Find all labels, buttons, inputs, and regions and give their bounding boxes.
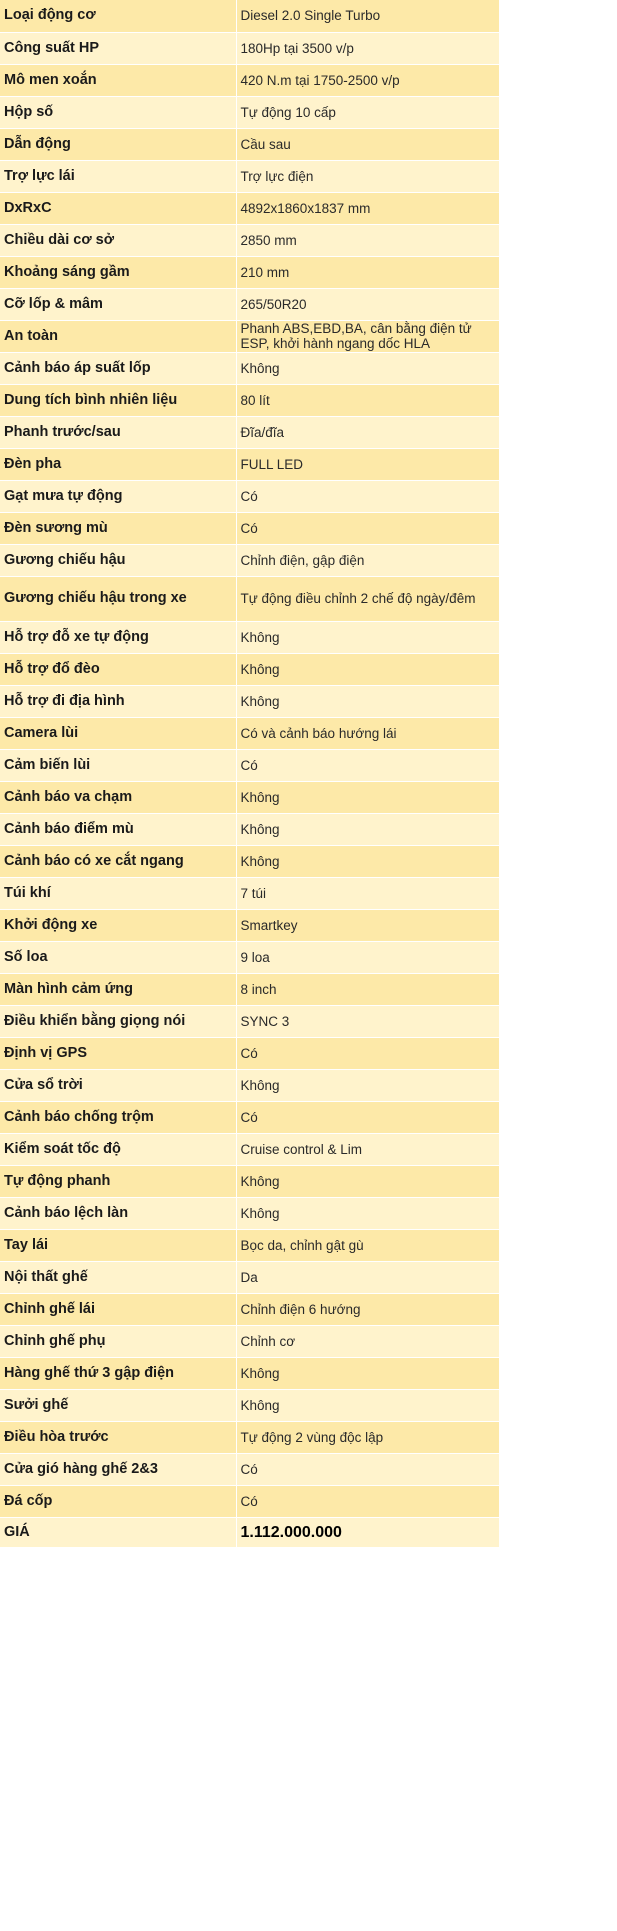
spec-value: Không	[236, 1165, 499, 1197]
spec-row	[0, 1133, 499, 1165]
spec-label: Màn hình cảm ứng	[0, 973, 236, 1005]
spec-label: Mô men xoắn	[0, 64, 236, 96]
spec-label: Dung tích bình nhiên liệu	[0, 384, 236, 416]
spec-value: Tự động 10 cấp	[236, 96, 499, 128]
spec-value: 8 inch	[236, 973, 499, 1005]
price-row	[0, 1517, 499, 1547]
spec-row	[0, 1037, 499, 1069]
spec-label: Chỉnh ghế lái	[0, 1293, 236, 1325]
spec-value: Bọc da, chỉnh gật gù	[236, 1229, 499, 1261]
spec-label: Túi khí	[0, 877, 236, 909]
spec-row	[0, 1101, 499, 1133]
spec-row	[0, 1005, 499, 1037]
spec-row	[0, 1357, 499, 1389]
spec-row	[0, 544, 499, 576]
spec-value: 80 lít	[236, 384, 499, 416]
spec-label: Phanh trước/sau	[0, 416, 236, 448]
spec-label: Chỉnh ghế phụ	[0, 1325, 236, 1357]
spec-row	[0, 941, 499, 973]
spec-label: Tự động phanh	[0, 1165, 236, 1197]
spec-row	[0, 0, 499, 32]
spec-label: Cảnh báo lệch làn	[0, 1197, 236, 1229]
spec-value: Không	[236, 621, 499, 653]
spec-label: Hộp số	[0, 96, 236, 128]
spec-value: Không	[236, 685, 499, 717]
spec-label: Trợ lực lái	[0, 160, 236, 192]
spec-value: Cầu sau	[236, 128, 499, 160]
spec-value: Có	[236, 1485, 499, 1517]
spec-label: Cảnh báo có xe cắt ngang	[0, 845, 236, 877]
spec-row	[0, 224, 499, 256]
spec-value: Da	[236, 1261, 499, 1293]
spec-label: Cửa gió hàng ghế 2&3	[0, 1453, 236, 1485]
spec-label: GIÁ	[0, 1517, 236, 1547]
spec-value: Không	[236, 813, 499, 845]
spec-row	[0, 480, 499, 512]
spec-label: Gương chiếu hậu	[0, 544, 236, 576]
spec-row	[0, 813, 499, 845]
spec-row	[0, 384, 499, 416]
spec-label: Chiều dài cơ sở	[0, 224, 236, 256]
spec-value: 210 mm	[236, 256, 499, 288]
spec-row	[0, 96, 499, 128]
spec-value: Có	[236, 480, 499, 512]
spec-label: Số loa	[0, 941, 236, 973]
spec-value: Có và cảnh báo hướng lái	[236, 717, 499, 749]
spec-value: Có	[236, 512, 499, 544]
spec-label: Cảm biến lùi	[0, 749, 236, 781]
spec-label: Sưởi ghế	[0, 1389, 236, 1421]
spec-value: 4892x1860x1837 mm	[236, 192, 499, 224]
spec-row	[0, 685, 499, 717]
spec-row	[0, 621, 499, 653]
spec-row	[0, 32, 499, 64]
spec-row	[0, 128, 499, 160]
spec-value: Không	[236, 845, 499, 877]
spec-label: Điều khiển bằng giọng nói	[0, 1005, 236, 1037]
spec-value: Tự động 2 vùng độc lập	[236, 1421, 499, 1453]
spec-value: Không	[236, 352, 499, 384]
spec-value: Không	[236, 781, 499, 813]
spec-label: Tay lái	[0, 1229, 236, 1261]
spec-row	[0, 352, 499, 384]
spec-row	[0, 1261, 499, 1293]
spec-value: Không	[236, 1197, 499, 1229]
spec-row	[0, 512, 499, 544]
spec-row	[0, 1165, 499, 1197]
spec-row	[0, 1229, 499, 1261]
spec-label: Hỗ trợ đi địa hình	[0, 685, 236, 717]
spec-value: Không	[236, 1357, 499, 1389]
spec-row	[0, 64, 499, 96]
spec-row	[0, 845, 499, 877]
spec-row	[0, 1069, 499, 1101]
spec-label: Loại động cơ	[0, 0, 236, 32]
spec-value: 2850 mm	[236, 224, 499, 256]
spec-row	[0, 288, 499, 320]
spec-value: Không	[236, 1069, 499, 1101]
spec-value: 265/50R20	[236, 288, 499, 320]
spec-value: Không	[236, 1389, 499, 1421]
spec-label: Nội thất ghế	[0, 1261, 236, 1293]
spec-value: 420 N.m tại 1750-2500 v/p	[236, 64, 499, 96]
spec-label: Gương chiếu hậu trong xe	[0, 576, 236, 621]
spec-value: Tự động điều chỉnh 2 chế độ ngày/đêm	[236, 576, 499, 621]
spec-value: SYNC 3	[236, 1005, 499, 1037]
spec-label: Đèn sương mù	[0, 512, 236, 544]
spec-value: 1.112.000.000	[236, 1517, 499, 1547]
spec-row	[0, 717, 499, 749]
spec-label: Điều hòa trước	[0, 1421, 236, 1453]
spec-value: Diesel 2.0 Single Turbo	[236, 0, 499, 32]
spec-row	[0, 749, 499, 781]
spec-value: Chỉnh điện 6 hướng	[236, 1293, 499, 1325]
spec-value: Chỉnh cơ	[236, 1325, 499, 1357]
spec-row	[0, 1421, 499, 1453]
spec-value: Smartkey	[236, 909, 499, 941]
spec-label: Hỗ trợ đổ đèo	[0, 653, 236, 685]
spec-row	[0, 1197, 499, 1229]
spec-label: Kiểm soát tốc độ	[0, 1133, 236, 1165]
spec-row	[0, 1453, 499, 1485]
spec-label: Khoảng sáng gầm	[0, 256, 236, 288]
spec-row	[0, 416, 499, 448]
spec-label: DxRxC	[0, 192, 236, 224]
spec-row	[0, 256, 499, 288]
spec-label: Cảnh báo va chạm	[0, 781, 236, 813]
spec-value: Chỉnh điện, gập điện	[236, 544, 499, 576]
spec-label: Đá cốp	[0, 1485, 236, 1517]
spec-row	[0, 576, 499, 621]
spec-label: An toàn	[0, 320, 236, 352]
spec-label: Cảnh báo điểm mù	[0, 813, 236, 845]
spec-row	[0, 1293, 499, 1325]
spec-label: Cửa sổ trời	[0, 1069, 236, 1101]
spec-label: Gạt mưa tự động	[0, 480, 236, 512]
spec-row	[0, 320, 499, 352]
spec-value: FULL LED	[236, 448, 499, 480]
spec-label: Camera lùi	[0, 717, 236, 749]
spec-row	[0, 448, 499, 480]
spec-value: Phanh ABS,EBD,BA, cân bằng điện tử ESP, khởi hành ngang dốc HLA	[236, 320, 499, 352]
spec-value: 7 túi	[236, 877, 499, 909]
spec-row	[0, 877, 499, 909]
spec-row	[0, 653, 499, 685]
spec-label: Dẫn động	[0, 128, 236, 160]
spec-label: Cảnh báo chống trộm	[0, 1101, 236, 1133]
spec-row	[0, 192, 499, 224]
spec-row	[0, 1485, 499, 1517]
spec-value: Không	[236, 653, 499, 685]
spec-value: Có	[236, 1037, 499, 1069]
spec-value: 9 loa	[236, 941, 499, 973]
spec-value: Có	[236, 749, 499, 781]
spec-label: Hàng ghế thứ 3 gập điện	[0, 1357, 236, 1389]
spec-value: Có	[236, 1101, 499, 1133]
spec-row	[0, 781, 499, 813]
spec-value: Trợ lực điện	[236, 160, 499, 192]
spec-row	[0, 160, 499, 192]
spec-value: Cruise control & Lim	[236, 1133, 499, 1165]
spec-label: Công suất HP	[0, 32, 236, 64]
spec-label: Hỗ trợ đỗ xe tự động	[0, 621, 236, 653]
spec-row	[0, 1389, 499, 1421]
spec-value: 180Hp tại 3500 v/p	[236, 32, 499, 64]
spec-label: Cỡ lốp & mâm	[0, 288, 236, 320]
spec-value: Có	[236, 1453, 499, 1485]
spec-label: Đèn pha	[0, 448, 236, 480]
spec-row	[0, 1325, 499, 1357]
spec-row	[0, 909, 499, 941]
spec-label: Định vị GPS	[0, 1037, 236, 1069]
spec-value: Đĩa/đĩa	[236, 416, 499, 448]
spec-row	[0, 973, 499, 1005]
spec-label: Cảnh báo áp suất lốp	[0, 352, 236, 384]
spec-label: Khởi động xe	[0, 909, 236, 941]
